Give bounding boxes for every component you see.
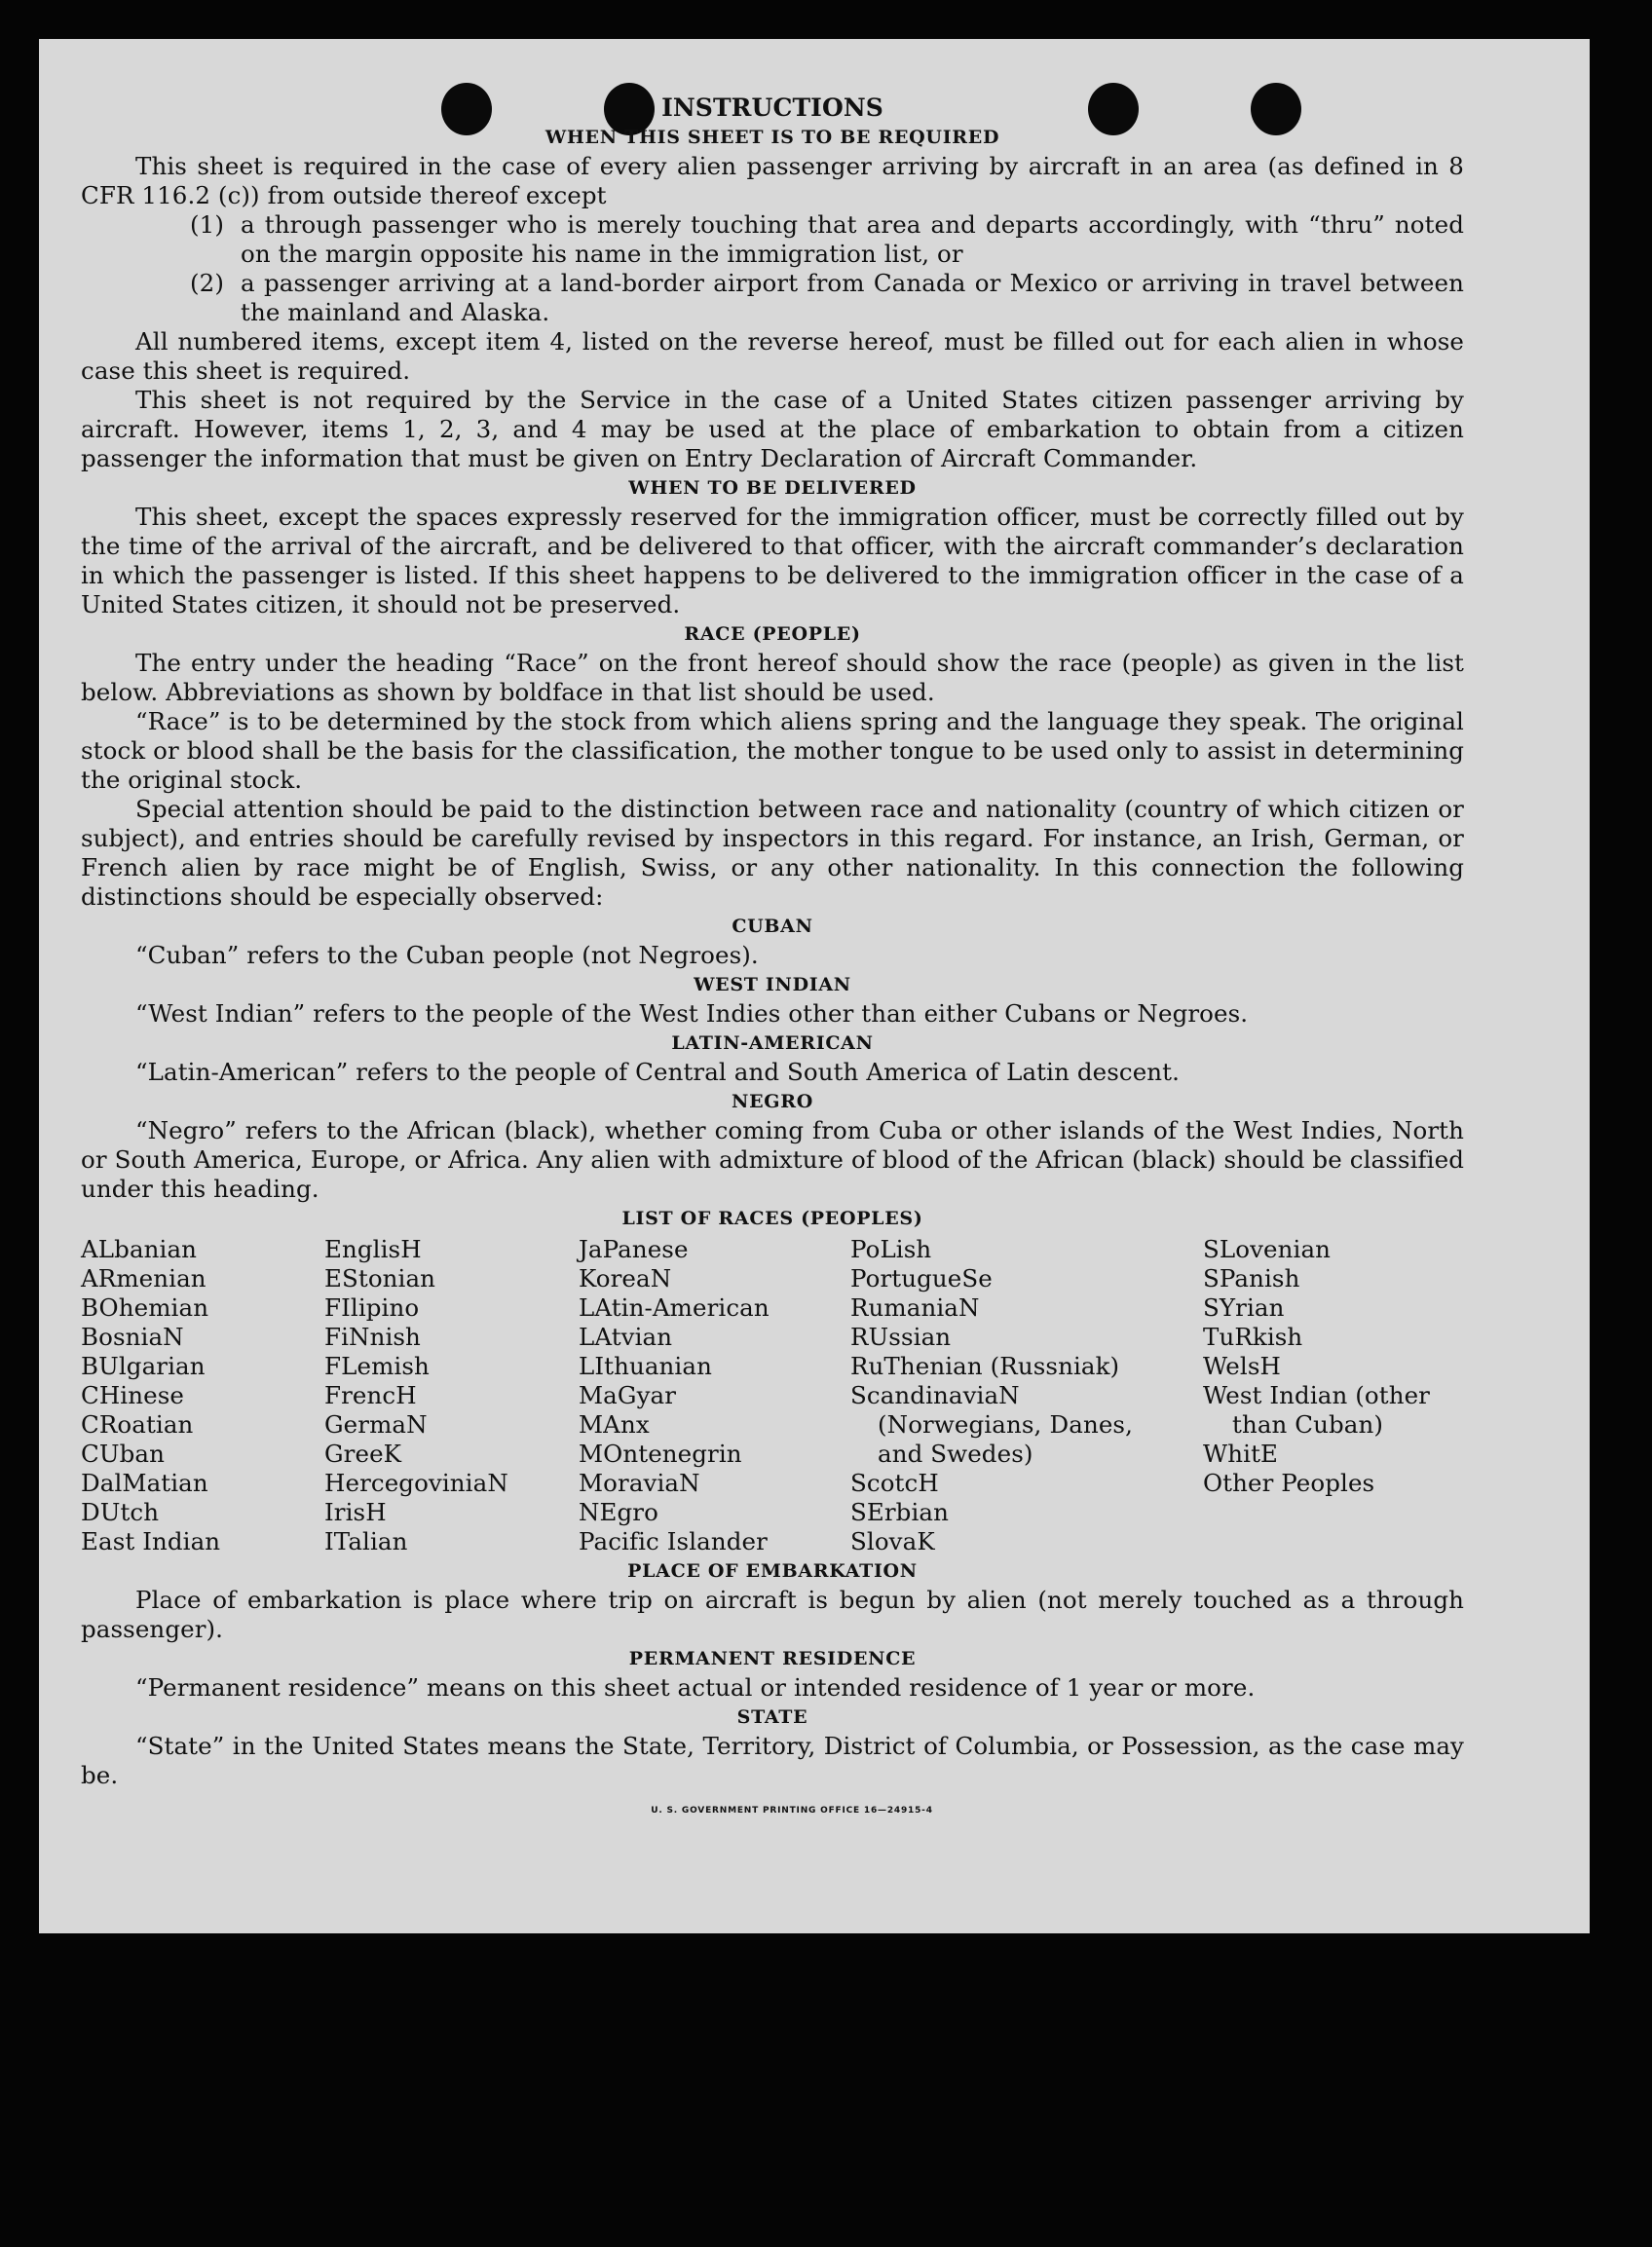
race-item: FIlipino [324, 1293, 420, 1322]
race-item: HercegoviniaN [324, 1469, 508, 1497]
race-item: JaPanese [579, 1235, 689, 1263]
paragraph: “Negro” refers to the African (black), whether coming from Cuba or other islands of the West Indies, North or South America, Europe, or Africa. Any alien with admixture of blood of the African (black) should be classified under this heading. [81, 1116, 1464, 1203]
race-item: SErbian [850, 1498, 949, 1526]
race-item: MAnx [579, 1410, 650, 1439]
race-item: CUban [81, 1440, 165, 1468]
paragraph: “Race” is to be determined by the stock from which aliens spring and the language they speak. The original stock or blood shall be the basis for the classification, the mother tongue to be used only to assist in determining the original stock. [81, 707, 1464, 794]
race-item: MoraviaN [579, 1469, 700, 1497]
heading-residence: PERMANENT RESIDENCE [628, 1648, 917, 1669]
race-item: ScotcH [850, 1469, 939, 1497]
races-column [579, 1235, 850, 1556]
paragraph: This sheet is required in the case of every alien passenger arriving by aircraft in an area (as defined in 8 CFR 116.2 (c)) from outside thereof except [81, 152, 1464, 209]
paragraph: “Latin-American” refers to the people of Central and South America of Latin descent. [135, 1058, 1181, 1086]
race-item: MOntenegrin [579, 1440, 742, 1468]
item-number: (2) [190, 269, 225, 297]
race-item: SlovaK [850, 1527, 935, 1555]
race-item: ALbanian [81, 1235, 198, 1263]
instructions-content [81, 94, 1464, 1825]
heading-race: RACE (PEOPLE) [684, 623, 861, 645]
race-item: DUtch [81, 1498, 160, 1526]
races-column [81, 1235, 324, 1556]
race-item: KoreaN [579, 1264, 672, 1292]
race-item: LIthuanian [579, 1352, 712, 1380]
list-item [81, 210, 1464, 269]
list-item [81, 269, 1464, 327]
race-item: PoLish [850, 1235, 932, 1263]
paragraph: “West Indian” refers to the people of the West Indies other than either Cubans or Negroes. [135, 999, 1249, 1028]
race-item: SLovenian [1203, 1235, 1332, 1263]
race-item: SYrian [1203, 1293, 1285, 1322]
race-item: ITalian [324, 1527, 408, 1555]
printing-office-footer: U. S. GOVERNMENT PRINTING OFFICE 16—24915-4 [651, 1806, 933, 1816]
race-item: PortugueSe [850, 1264, 993, 1292]
heading-when-required: WHEN THIS SHEET IS TO BE REQUIRED [544, 127, 1000, 148]
paragraph: All numbered items, except item 4, listed on the reverse hereof, must be filled out for each alien in whose case this sheet is required. [81, 327, 1464, 385]
paragraph: Place of embarkation is place where trip on aircraft is begun by alien (not merely touched as a through passenger). [81, 1586, 1464, 1643]
paragraph: This sheet is not required by the Service in the case of a United States citizen passenger arriving by aircraft. However, items 1, 2, 3, and 4 may be used at the place of embarkation to obtain from a citizen passenger the information that must be given on Entry Declaration of Aircraft Commander. [81, 386, 1464, 472]
race-item: Pacific Islander [579, 1527, 768, 1555]
race-item: EStonian [324, 1264, 436, 1292]
page-title: INSTRUCTIONS [661, 94, 883, 122]
paragraph: “Permanent residence” means on this sheet actual or intended residence of 1 year or more. [135, 1673, 1256, 1702]
race-item: SPanish [1203, 1264, 1300, 1292]
heading-state: STATE [736, 1706, 808, 1728]
race-item: Other Peoples [1203, 1469, 1375, 1497]
race-item: GreeK [324, 1440, 402, 1468]
paragraph: Special attention should be paid to the distinction between race and nationality (country of which citizen or subject), and entries should be carefully revised by inspectors in this regard. For instance, an Irish, German, or French alien by race might be of English, Swiss, or any other nationality. In this connection the following distinctions should be especially observed: [81, 795, 1464, 911]
paragraph: “State” in the United States means the State, Territory, District of Columbia, or Possession, as the case may be. [81, 1732, 1464, 1789]
race-item: BOhemian [81, 1293, 209, 1322]
races-column [1203, 1235, 1456, 1556]
race-item: RumaniaN [850, 1293, 980, 1322]
race-item: FiNnish [324, 1323, 421, 1351]
race-item: RUssian [850, 1323, 952, 1351]
race-item: CHinese [81, 1381, 184, 1409]
race-item: IrisH [324, 1498, 387, 1526]
race-item: CRoatian [81, 1410, 194, 1439]
race-item: NEgro [579, 1498, 658, 1526]
race-item: EnglisH [324, 1235, 422, 1263]
race-item: LAtin-American [579, 1293, 770, 1322]
item-number: (1) [190, 210, 225, 239]
paragraph: “Cuban” refers to the Cuban people (not Negroes). [135, 941, 759, 969]
race-item: FrencH [324, 1381, 417, 1409]
heading-west-indian: WEST INDIAN [694, 974, 851, 995]
race-item: BUlgarian [81, 1352, 206, 1380]
race-item: DalMatian [81, 1469, 208, 1497]
heading-list-of-races: LIST OF RACES (PEOPLES) [621, 1208, 923, 1229]
race-item: RuThenian (Russniak) [850, 1352, 1120, 1380]
race-item: GermaN [324, 1410, 428, 1439]
heading-latin-american: LATIN-AMERICAN [671, 1032, 874, 1054]
heading-negro: NEGRO [732, 1091, 813, 1112]
race-item: ARmenian [81, 1264, 206, 1292]
paragraph: This sheet, except the spaces expressly reserved for the immigration officer, must be correctly filled out by the time of the arrival of the aircraft, and be delivered to that officer, with the aircraft commander’s declaration in which the passenger is listed. If this sheet happens to be delivered to the immigration officer in the case of a United States citizen, it should not be preserved. [81, 503, 1464, 618]
race-item: LAtvian [579, 1323, 673, 1351]
race-item: MaGyar [579, 1381, 677, 1409]
item-text: a through passenger who is merely touching that area and departs accordingly, with “thru” noted on the margin opposite his name in the immigration list, or [241, 210, 1464, 268]
heading-embarkation: PLACE OF EMBARKATION [627, 1560, 918, 1582]
heading-when-delivered: WHEN TO BE DELIVERED [628, 477, 917, 499]
race-item: ScandinaviaN (Norwegians, Danes, and Swedes) [850, 1381, 1133, 1468]
races-list [81, 1235, 1464, 1556]
races-column [850, 1235, 1133, 1556]
race-item: TuRkish [1203, 1323, 1303, 1351]
races-column [324, 1235, 579, 1556]
heading-cuban: CUBAN [732, 916, 813, 937]
race-item: FLemish [324, 1352, 430, 1380]
race-item: BosniaN [81, 1323, 184, 1351]
paragraph: The entry under the heading “Race” on the front hereof should show the race (people) as given in the list below. Abbreviations as shown by boldface in that list should be used. [81, 649, 1464, 706]
item-text: a passenger arriving at a land-border airport from Canada or Mexico or arriving in travel between the mainland and Alaska. [241, 269, 1464, 326]
race-item: WelsH [1203, 1352, 1281, 1380]
race-item: WhitE [1203, 1440, 1279, 1468]
race-item: West Indian (other than Cuban) [1203, 1381, 1430, 1439]
race-item: East Indian [81, 1527, 221, 1555]
